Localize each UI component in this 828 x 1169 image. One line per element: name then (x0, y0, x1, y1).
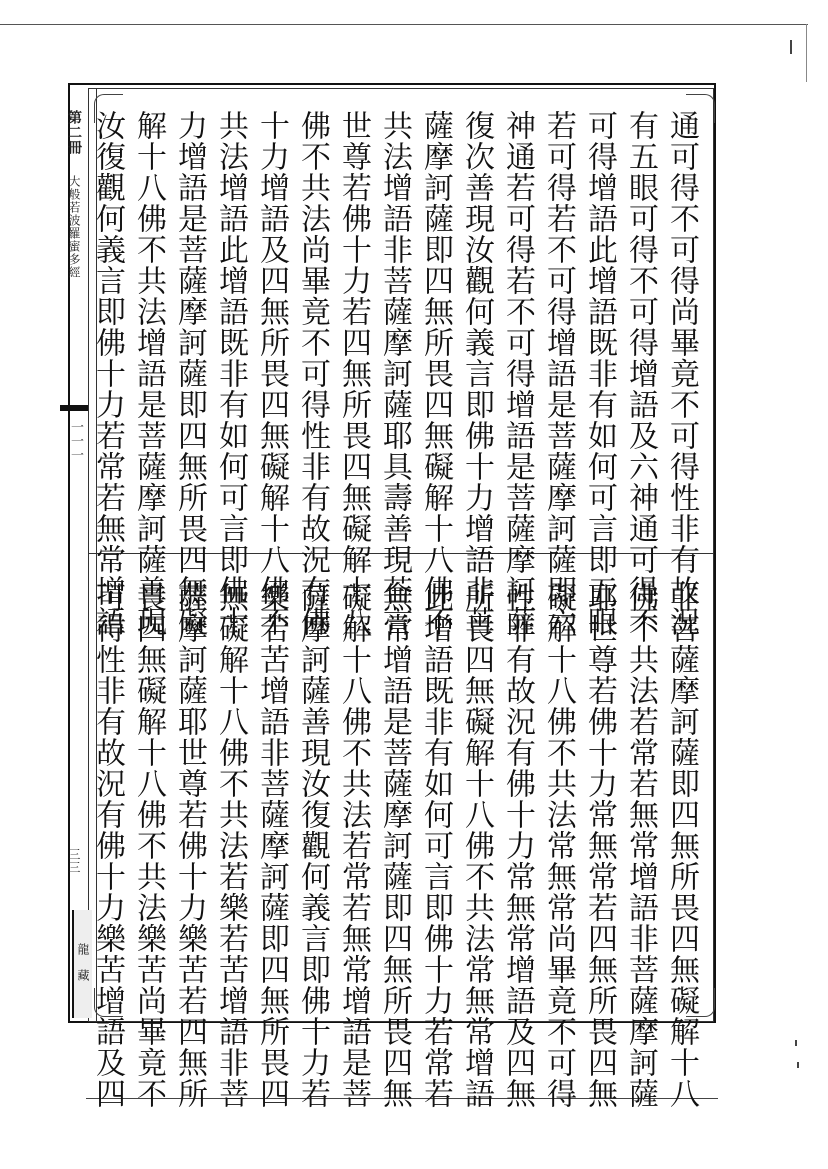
text-column: 共法增語非菩薩摩訶薩耶具壽善現荅言 (377, 110, 412, 637)
text-column: 薩摩訶薩耶世尊若佛十力樂苦若四無所 (172, 582, 207, 1109)
text-column: 薩摩訶薩即四無所畏四無礙解十八佛不 (418, 110, 453, 637)
text-column: 通可得不可得尚畢竟不可得性非有故況 (664, 110, 699, 637)
text-column: 力增語是菩薩摩訶薩即四無所畏四無礙 (172, 110, 207, 637)
text-column: 所畏四無礙解十八佛不共法常無常增語 (459, 582, 494, 1109)
section-number: 一一一 (68, 420, 83, 462)
scan-top-edge (0, 24, 808, 25)
text-column: 可得性非有故況有佛十力樂苦增語及四 (90, 582, 125, 1109)
text-column: 耶世尊若佛十力常無常若四無所畏四無 (582, 582, 617, 1109)
text-column: 共法增語此增語既非有如何可言即佛十 (213, 110, 248, 637)
text-column: 十力增語及四無所畏四無礙解十八佛不 (254, 110, 289, 637)
text-column: 汝復觀何義言即佛十力若常若無常增語 (90, 110, 125, 637)
text-column: 佛不共法尚畢竟不可得性非有故況有佛 (295, 110, 330, 637)
text-column: 有五眼可得不可得增語及六神通可得不 (623, 110, 658, 637)
volume-label: 第二冊 (66, 110, 82, 155)
text-column: 世尊若佛十力若四無所畏四無礙解十八 (336, 110, 371, 637)
text-column: 此增語既非有如何可言即佛十力若常若 (418, 582, 453, 1109)
dragon-canon-seal: 龍藏 (72, 910, 92, 1018)
text-column: 若可得若不可得增語是菩薩摩訶薩即六 (541, 110, 576, 637)
text-column: 礙解十八佛不共法常無常尚畢竟不可得 (541, 582, 576, 1109)
text-column: 礙解十八佛不共法若常若無常增語是菩 (336, 582, 371, 1109)
lower-register-text (90, 582, 702, 1109)
text-column: 性非有故況有佛十力常無常增語及四無 (500, 582, 535, 1109)
scan-right-edge (806, 24, 807, 82)
text-column: 畏四無礙解十八佛不共法樂苦尚畢竟不 (131, 582, 166, 1109)
text-column: 非菩薩摩訶薩即四無所畏四無礙解十八 (664, 582, 699, 1109)
text-column: 無礙解十八佛不共法若樂若苦增語非菩 (213, 582, 248, 1109)
scan-speck (795, 1040, 797, 1046)
scan-speck (790, 40, 792, 54)
text-column: 解十八佛不共法增語是菩薩摩訶薩善現 (131, 110, 166, 637)
text-column: 佛不共法若常若無常增語非菩薩摩訶薩 (623, 582, 658, 1109)
text-column: 可得增語此增語既非有如何可言即五眼 (582, 110, 617, 637)
text-column: 無常增語是菩薩摩訶薩即四無所畏四無 (377, 582, 412, 1109)
text-column: 薩摩訶薩善現汝復觀何義言即佛十力若 (295, 582, 330, 1109)
section-marker (60, 405, 88, 411)
text-column: 樂若苦增語非菩薩摩訶薩即四無所畏四 (254, 582, 289, 1109)
sutra-title: 大般若波羅蜜多經 (67, 175, 81, 279)
page-number: 三三 (67, 848, 81, 874)
upper-register-text (90, 110, 702, 637)
scan-speck (797, 1062, 799, 1068)
text-column: 復次善現汝觀何義言即佛十力增語非菩 (459, 110, 494, 637)
text-column: 神通若可得若不可得增語是菩薩摩訶薩 (500, 110, 535, 637)
